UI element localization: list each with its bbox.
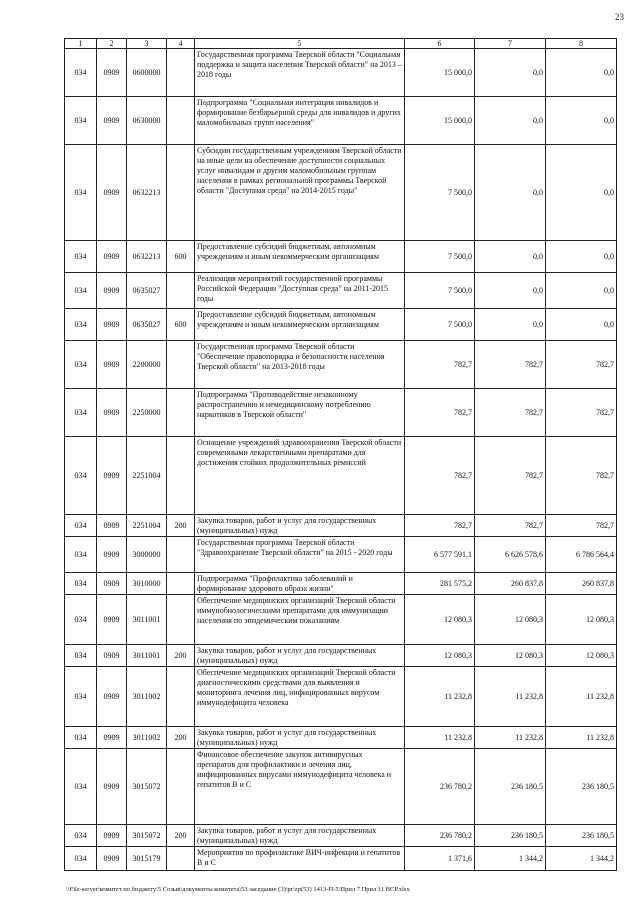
row-amount-year-1: 12 080,3	[405, 595, 475, 645]
row-amount-year-2: 0,0	[475, 145, 546, 241]
column-header: 5	[195, 39, 405, 49]
row-amount-year-2: 6 626 578,6	[475, 537, 546, 573]
table-row	[65, 273, 617, 309]
row-item-name: Подпрограмма "Профилактика заболеваний и формирование здорового образа жизни"	[195, 573, 405, 595]
row-section-code: 0909	[97, 573, 127, 595]
row-amount-year-2: 12 080,3	[475, 595, 546, 645]
file-path-footer: \\File-server\комитет по бюджету\5 Созыв\документы комитета\53 заседание (3)\pr\zp(53) 1413-П-5\Прил 7 Прил 11 ВСР.xlsx	[66, 886, 410, 893]
row-expense-type-code	[167, 537, 195, 573]
row-item-name: Обеспечение медицинских организаций Тверской области иммунобиологическими препаратами для иммунизации населения по эпидемическим показаниям	[195, 595, 405, 645]
row-glava-code: 034	[65, 825, 97, 847]
table-row	[65, 515, 617, 537]
row-amount-year-1: 782,7	[405, 341, 475, 389]
table-row	[65, 49, 617, 97]
row-expense-type-code: 600	[167, 309, 195, 341]
row-target-code: 3011002	[127, 667, 167, 727]
row-amount-year-2: 782,7	[475, 389, 546, 437]
row-glava-code: 034	[65, 145, 97, 241]
row-amount-year-2: 0,0	[475, 97, 546, 145]
row-amount-year-3: 782,7	[546, 437, 617, 515]
column-header: 4	[167, 39, 195, 49]
row-target-code: 2250000	[127, 389, 167, 437]
row-amount-year-3: 11 232,8	[546, 727, 617, 749]
row-section-code: 0909	[97, 273, 127, 309]
table-row	[65, 645, 617, 667]
column-header: 3	[127, 39, 167, 49]
row-section-code: 0909	[97, 595, 127, 645]
row-target-code: 0630000	[127, 97, 167, 145]
row-section-code: 0909	[97, 309, 127, 341]
row-glava-code: 034	[65, 49, 97, 97]
row-glava-code: 034	[65, 727, 97, 749]
table-row	[65, 847, 617, 871]
row-section-code: 0909	[97, 97, 127, 145]
row-expense-type-code: 600	[167, 241, 195, 273]
row-item-name: Обеспечение медицинских организаций Тверской области диагностическими средствами для выявления и мониторинга лечения лиц, инфицированных вирусом иммунодефицита человека	[195, 667, 405, 727]
row-target-code: 0632213	[127, 145, 167, 241]
row-amount-year-3: 12 080,3	[546, 595, 617, 645]
row-expense-type-code	[167, 273, 195, 309]
row-amount-year-1: 782,7	[405, 389, 475, 437]
row-amount-year-2: 0,0	[475, 273, 546, 309]
row-expense-type-code	[167, 749, 195, 825]
row-glava-code: 034	[65, 437, 97, 515]
row-target-code: 3011001	[127, 645, 167, 667]
table-row	[65, 97, 617, 145]
row-item-name: Подпрограмма "Противодействие незаконному распространению и немедицинскому потреблению наркотиков в Тверской области"	[195, 389, 405, 437]
row-expense-type-code	[167, 341, 195, 389]
row-expense-type-code	[167, 145, 195, 241]
row-glava-code: 034	[65, 847, 97, 871]
row-expense-type-code: 200	[167, 645, 195, 667]
row-item-name: Субсидии государственным учреждениям Тверской области на иные цели на обеспечение доступности социальных услуг инвалидам и другим маломобильным группам населения в рамках региональной программы Тверской области "Доступная среда" на 2014-2015 годы"	[195, 145, 405, 241]
row-target-code: 3015072	[127, 749, 167, 825]
row-expense-type-code: 200	[167, 515, 195, 537]
row-item-name: Реализация мероприятий государственной программы Российской Федерации "Доступная среда" на 2011-2015 годы	[195, 273, 405, 309]
row-amount-year-1: 6 577 591,1	[405, 537, 475, 573]
row-amount-year-3: 260 837,8	[546, 573, 617, 595]
row-target-code: 0600000	[127, 49, 167, 97]
row-amount-year-1: 15 000,0	[405, 49, 475, 97]
row-amount-year-2: 0,0	[475, 241, 546, 273]
row-amount-year-2: 236 180,5	[475, 825, 546, 847]
row-section-code: 0909	[97, 341, 127, 389]
row-section-code: 0909	[97, 825, 127, 847]
row-glava-code: 034	[65, 573, 97, 595]
row-amount-year-3: 0,0	[546, 145, 617, 241]
table-row	[65, 537, 617, 573]
row-section-code: 0909	[97, 515, 127, 537]
row-glava-code: 034	[65, 97, 97, 145]
row-amount-year-2: 12 080,3	[475, 645, 546, 667]
row-amount-year-3: 0,0	[546, 97, 617, 145]
row-expense-type-code	[167, 97, 195, 145]
row-section-code: 0909	[97, 145, 127, 241]
row-item-name: Оснащение учреждений здравоохранения Тверской области современными лекарственными препаратами для достижения стойких продолжительных ремиссий	[195, 437, 405, 515]
row-target-code: 3010000	[127, 573, 167, 595]
row-amount-year-1: 12 080,3	[405, 645, 475, 667]
row-item-name: Предоставление субсидий бюджетным, автономным учреждениям и иным некоммерческим организациям	[195, 241, 405, 273]
row-amount-year-3: 782,7	[546, 515, 617, 537]
row-amount-year-1: 782,7	[405, 437, 475, 515]
column-header: 1	[65, 39, 97, 49]
row-amount-year-1: 236 780,2	[405, 825, 475, 847]
row-glava-code: 034	[65, 537, 97, 573]
row-amount-year-3: 236 180,5	[546, 749, 617, 825]
row-expense-type-code	[167, 389, 195, 437]
row-glava-code: 034	[65, 309, 97, 341]
column-header: 2	[97, 39, 127, 49]
row-glava-code: 034	[65, 241, 97, 273]
row-section-code: 0909	[97, 241, 127, 273]
row-glava-code: 034	[65, 273, 97, 309]
row-item-name: Мероприятия по профилактике ВИЧ-инфекции и гепатитов В и С	[195, 847, 405, 871]
row-amount-year-3: 0,0	[546, 49, 617, 97]
row-item-name: Предоставление субсидий бюджетным, автономным учреждениям и иным некоммерческим организациям	[195, 309, 405, 341]
row-amount-year-3: 0,0	[546, 309, 617, 341]
row-section-code: 0909	[97, 49, 127, 97]
row-glava-code: 034	[65, 341, 97, 389]
row-amount-year-1: 236 780,2	[405, 749, 475, 825]
row-section-code: 0909	[97, 667, 127, 727]
row-amount-year-1: 7 500,0	[405, 273, 475, 309]
row-target-code: 2251004	[127, 437, 167, 515]
row-item-name: Закупка товаров, работ и услуг для государственных (муниципальных) нужд	[195, 515, 405, 537]
table-row	[65, 437, 617, 515]
row-target-code: 3015179	[127, 847, 167, 871]
row-amount-year-2: 0,0	[475, 309, 546, 341]
column-header: 7	[475, 39, 546, 49]
row-glava-code: 034	[65, 645, 97, 667]
row-amount-year-3: 11 232,8	[546, 667, 617, 727]
row-amount-year-3: 0,0	[546, 241, 617, 273]
row-target-code: 3011001	[127, 595, 167, 645]
row-amount-year-3: 12 080,3	[546, 645, 617, 667]
row-amount-year-2: 782,7	[475, 341, 546, 389]
row-target-code: 3015072	[127, 825, 167, 847]
row-item-name: Закупка товаров, работ и услуг для государственных (муниципальных) нужд	[195, 645, 405, 667]
row-expense-type-code	[167, 437, 195, 515]
row-section-code: 0909	[97, 749, 127, 825]
row-amount-year-3: 782,7	[546, 341, 617, 389]
row-item-name: Финансовое обеспечение закупок антивирусных препаратов для профилактики и лечения лиц, инфицированных вирусами иммунодефицита человека и гепатитов В и С	[195, 749, 405, 825]
column-header: 8	[546, 39, 617, 49]
row-amount-year-2: 11 232,8	[475, 727, 546, 749]
page-number: 23	[615, 12, 624, 22]
row-amount-year-3: 782,7	[546, 389, 617, 437]
table-row	[65, 749, 617, 825]
row-amount-year-1: 11 232,8	[405, 727, 475, 749]
row-item-name: Закупка товаров, работ и услуг для государственных (муниципальных) нужд	[195, 727, 405, 749]
row-target-code: 0632213	[127, 241, 167, 273]
row-amount-year-1: 7 500,0	[405, 145, 475, 241]
row-item-name: Подпрограмма "Социальная интеграция инвалидов и формирование безбарьерной среды для инвалидов и других маломобильных групп населения"	[195, 97, 405, 145]
row-section-code: 0909	[97, 389, 127, 437]
row-amount-year-3: 6 786 564,4	[546, 537, 617, 573]
row-amount-year-1: 782,7	[405, 515, 475, 537]
row-amount-year-3: 0,0	[546, 273, 617, 309]
row-amount-year-1: 11 232,8	[405, 667, 475, 727]
row-expense-type-code	[167, 49, 195, 97]
row-expense-type-code: 200	[167, 825, 195, 847]
row-expense-type-code	[167, 847, 195, 871]
table-row	[65, 389, 617, 437]
row-target-code: 2200000	[127, 341, 167, 389]
table-row	[65, 727, 617, 749]
row-amount-year-2: 782,7	[475, 437, 546, 515]
row-expense-type-code	[167, 595, 195, 645]
budget-table	[64, 38, 617, 871]
row-section-code: 0909	[97, 847, 127, 871]
row-amount-year-2: 782,7	[475, 515, 546, 537]
row-expense-type-code: 200	[167, 727, 195, 749]
row-amount-year-1: 7 500,0	[405, 309, 475, 341]
row-amount-year-2: 1 344,2	[475, 847, 546, 871]
row-amount-year-1: 281 575,2	[405, 573, 475, 595]
row-glava-code: 034	[65, 389, 97, 437]
column-header: 6	[405, 39, 475, 49]
row-expense-type-code	[167, 573, 195, 595]
row-amount-year-1: 1 371,6	[405, 847, 475, 871]
row-glava-code: 034	[65, 515, 97, 537]
row-amount-year-2: 260 837,8	[475, 573, 546, 595]
row-item-name: Закупка товаров, работ и услуг для государственных (муниципальных) нужд	[195, 825, 405, 847]
row-amount-year-2: 236 180,5	[475, 749, 546, 825]
row-amount-year-2: 0,0	[475, 49, 546, 97]
row-section-code: 0909	[97, 727, 127, 749]
row-section-code: 0909	[97, 437, 127, 515]
table-row	[65, 595, 617, 645]
row-amount-year-3: 236 180,5	[546, 825, 617, 847]
row-target-code: 3011002	[127, 727, 167, 749]
row-target-code: 2251004	[127, 515, 167, 537]
row-section-code: 0909	[97, 645, 127, 667]
row-amount-year-3: 1 344,2	[546, 847, 617, 871]
row-item-name: Государственная программа Тверской области "Здравоохранение Тверской области" на 2015 - 2020 годы	[195, 537, 405, 573]
row-target-code: 3000000	[127, 537, 167, 573]
row-glava-code: 034	[65, 595, 97, 645]
row-amount-year-1: 7 500,0	[405, 241, 475, 273]
column-number-row	[65, 39, 617, 49]
row-glava-code: 034	[65, 749, 97, 825]
table-row	[65, 309, 617, 341]
table-row	[65, 825, 617, 847]
table-row	[65, 667, 617, 727]
row-expense-type-code	[167, 667, 195, 727]
row-target-code: 0635027	[127, 273, 167, 309]
row-item-name: Государственная программа Тверской области "Социальная поддержка и защита населения Тверской области" на 2013 – 2018 годы	[195, 49, 405, 97]
row-amount-year-1: 15 000,0	[405, 97, 475, 145]
table-row	[65, 145, 617, 241]
row-item-name: Государственная программа Тверской области "Обеспечение правопорядка и безопасности населения Тверской области" на 2013-2018 годы	[195, 341, 405, 389]
table-row	[65, 341, 617, 389]
row-target-code: 0635027	[127, 309, 167, 341]
row-section-code: 0909	[97, 537, 127, 573]
row-glava-code: 034	[65, 667, 97, 727]
row-amount-year-2: 11 232,8	[475, 667, 546, 727]
table-row	[65, 573, 617, 595]
table-row	[65, 241, 617, 273]
